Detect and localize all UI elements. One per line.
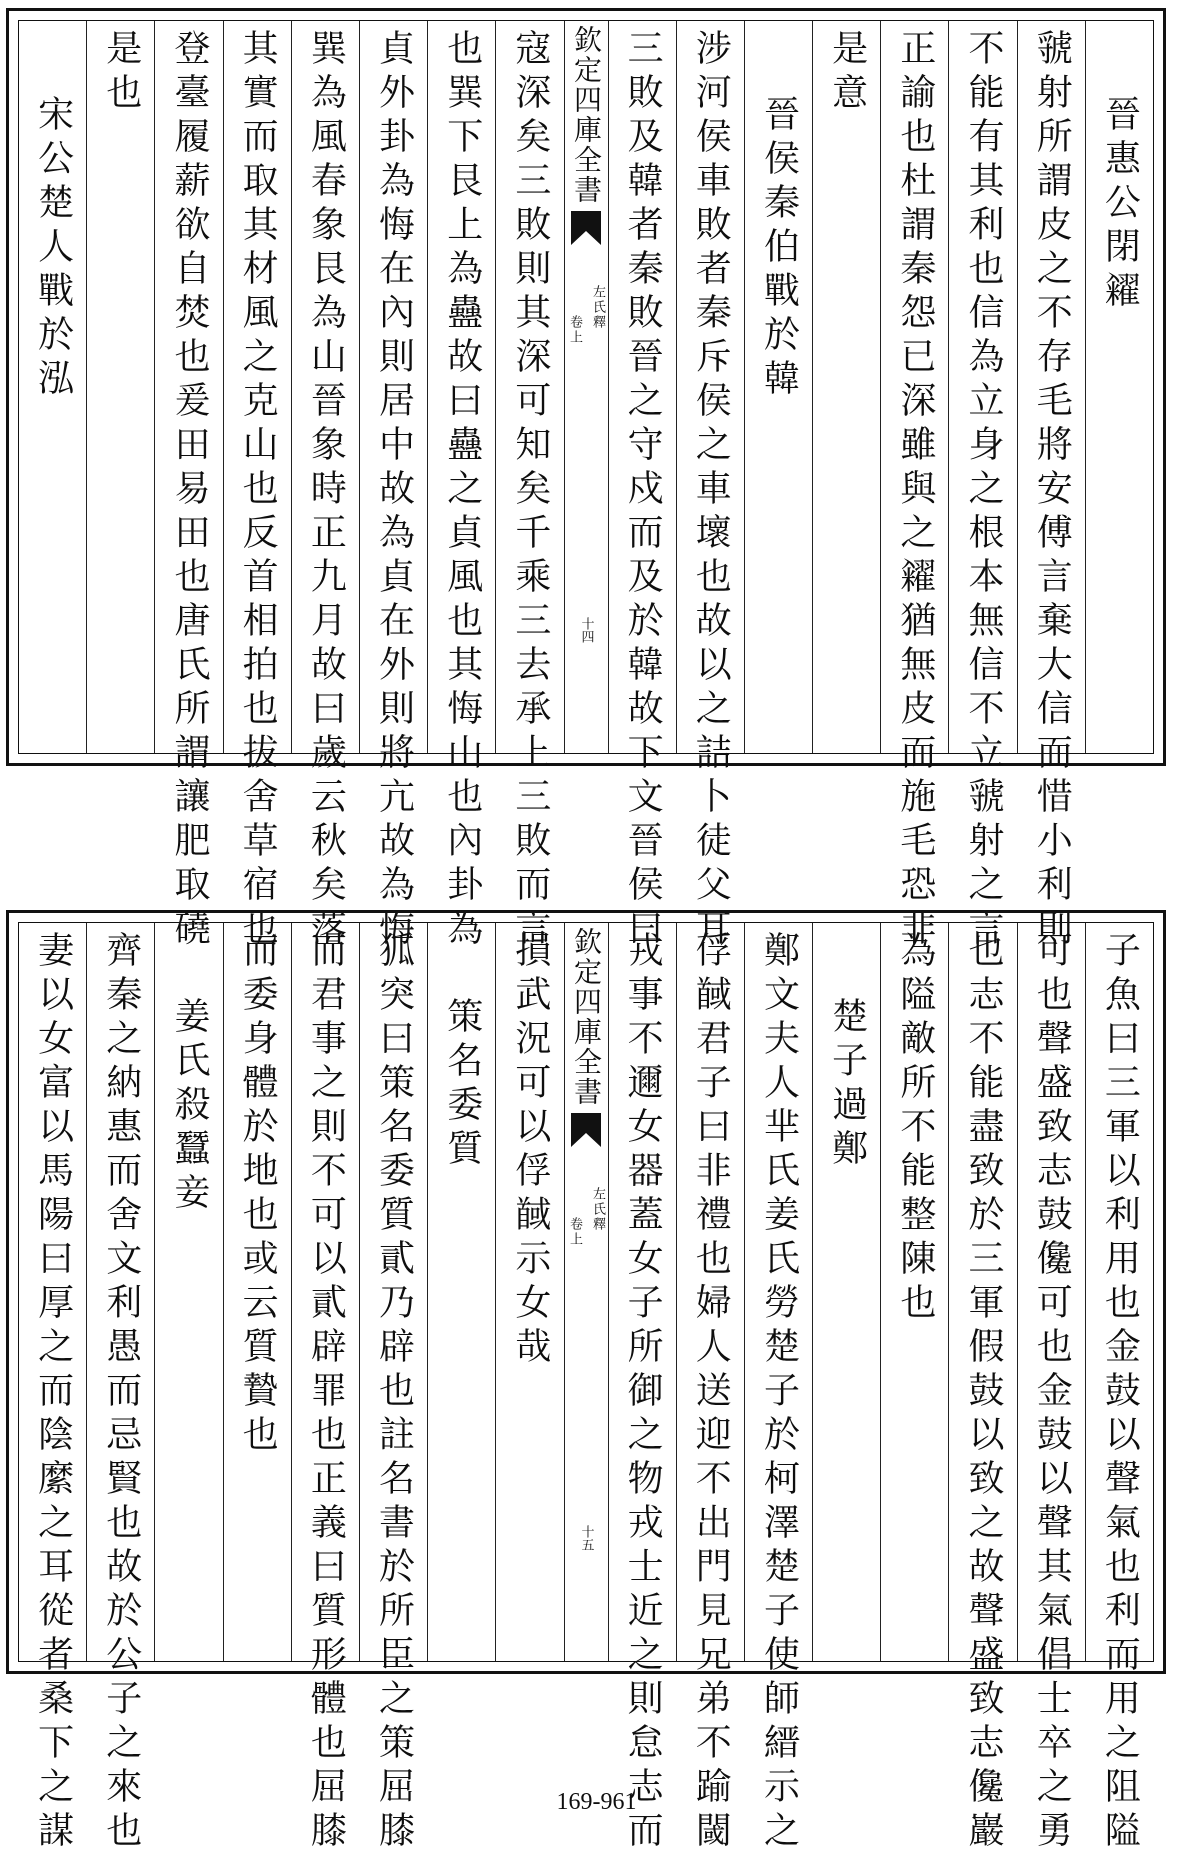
commentary-text: 貞外卦為悔在內則居中故為貞在外則將亢故為悔 <box>373 29 415 953</box>
commentary-text: 狐突曰策名委質貳乃辟也註名書於所臣之策屈膝 <box>373 931 415 1855</box>
text-column <box>1017 923 1085 1855</box>
text-column <box>19 923 86 1855</box>
text-column <box>359 21 427 953</box>
commentary-text: 戎事不邇女器蓋女子所御之物戎士近之則怠志而 <box>622 931 664 1855</box>
top-page-text-frame <box>18 20 1154 953</box>
text-column <box>812 923 880 1661</box>
commentary-text: 而君事之則不可以貳辟罪也正義曰質形體也屈膝 <box>305 931 347 1855</box>
commentary-text: 損武況可以俘馘示女哉 <box>509 931 551 1371</box>
commentary-text: 寇深矣三敗則其深可知矣千乘三去承上三敗而言 <box>509 29 551 953</box>
text-column <box>154 923 222 1661</box>
section-heading: 晉惠公閉糴 <box>1099 95 1141 315</box>
page-number-footer: 169-961 <box>556 1789 637 1815</box>
fishtail-mark-icon <box>571 1113 601 1147</box>
commentary-text: 涉河侯車敗者秦斥侯之車壞也故以之詰卜徒父耳 <box>690 29 732 953</box>
commentary-text: 巽為風春象艮為山晉象時正九月故曰歲云秋矣落 <box>305 29 347 953</box>
commentary-text: 正諭也杜謂秦怨已深雖與之糴猶無皮而施毛恐非 <box>894 29 936 953</box>
text-column <box>19 21 86 753</box>
folio-number: 十五 <box>578 1525 594 1551</box>
text-column <box>676 21 744 953</box>
text-column <box>86 21 154 753</box>
center-fold-column <box>564 21 608 753</box>
text-column <box>495 923 563 1661</box>
text-column <box>154 21 222 953</box>
center-fold-column <box>564 923 608 1661</box>
text-column <box>291 923 359 1855</box>
section-heading: 楚子過鄭 <box>826 997 868 1173</box>
section-heading: 策名委質 <box>441 997 483 1173</box>
book-name: 左氏釋 <box>590 1187 605 1232</box>
text-column <box>495 21 563 953</box>
commentary-text: 虢射所謂皮之不存毛將安傅言棄大信而惜小利則 <box>1031 29 1073 953</box>
commentary-text: 也巽下艮上為蠱故曰蠱之貞風也其悔山也內卦為 <box>441 29 483 953</box>
text-column <box>427 21 495 953</box>
text-column <box>223 923 291 1661</box>
top-page <box>6 8 1166 953</box>
commentary-text: 是意 <box>826 29 868 117</box>
text-column <box>880 21 948 953</box>
commentary-text: 也志不能盡致於三軍假鼓以致之故聲盛致志儳巖 <box>963 931 1005 1855</box>
fishtail-mark-icon <box>571 211 601 245</box>
commentary-text: 俘馘君子曰非禮也婦人送迎不出門見兄弟不踰閾 <box>690 931 732 1855</box>
commentary-text: 不能有其利也信為立身之根本無信不立虢射之言 <box>963 29 1005 953</box>
book-name: 左氏釋 <box>590 285 605 330</box>
text-column <box>223 21 291 953</box>
commentary-text: 子魚曰三軍以利用也金鼓以聲氣也利而用之阻隘 <box>1099 931 1141 1855</box>
commentary-text: 可也聲盛致志鼓儳可也金鼓以聲其氣倡士卒之勇 <box>1031 931 1073 1855</box>
text-column <box>948 21 1016 953</box>
text-column <box>427 923 495 1661</box>
section-heading: 宋公楚人戰於泓 <box>32 95 74 403</box>
text-column <box>880 923 948 1661</box>
commentary-text: 妻以女富以馬陽曰厚之而陰縻之耳從者桑下之謀 <box>32 931 74 1855</box>
commentary-text: 是也 <box>100 29 142 117</box>
text-column <box>359 923 427 1855</box>
text-column <box>948 923 1016 1855</box>
text-column <box>676 923 744 1855</box>
text-column <box>744 21 812 753</box>
commentary-text: 齊秦之納惠而舍文利愚而忌賢也故於公子之來也 <box>100 931 142 1855</box>
text-column <box>608 21 676 953</box>
text-column <box>291 21 359 953</box>
text-column <box>1085 21 1153 753</box>
section-heading: 晉侯秦伯戰於韓 <box>758 95 800 403</box>
commentary-text: 其實而取其材風之克山也反首相拍也拔舍草宿也 <box>237 29 279 953</box>
text-column <box>812 21 880 753</box>
collection-title: 欽定四庫全書 <box>570 927 603 1107</box>
collection-title: 欽定四庫全書 <box>570 25 603 205</box>
commentary-text: 鄭文夫人芈氏姜氏勞楚子於柯澤楚子使師縉示之 <box>758 931 800 1855</box>
text-column <box>608 923 676 1855</box>
text-column <box>1017 21 1085 953</box>
commentary-text: 登臺履薪欲自焚也爰田易田也唐氏所謂讓肥取磽 <box>168 29 210 953</box>
volume-label: 卷上 <box>567 315 582 345</box>
text-column <box>744 923 812 1855</box>
text-column <box>1085 923 1153 1855</box>
volume-label: 卷上 <box>567 1217 582 1247</box>
section-heading: 姜氏殺蠶妾 <box>168 997 210 1217</box>
book-info <box>565 285 607 345</box>
commentary-text: 而委身體於地也或云質贄也 <box>237 931 279 1459</box>
text-column <box>86 923 154 1855</box>
commentary-text: 三敗及韓者秦敗晉之守戍而及於韓故下文晉侯曰 <box>622 29 664 953</box>
commentary-text: 為隘敵所不能整陳也 <box>894 931 936 1327</box>
folio-number: 十四 <box>578 617 594 643</box>
book-info <box>565 1187 607 1247</box>
